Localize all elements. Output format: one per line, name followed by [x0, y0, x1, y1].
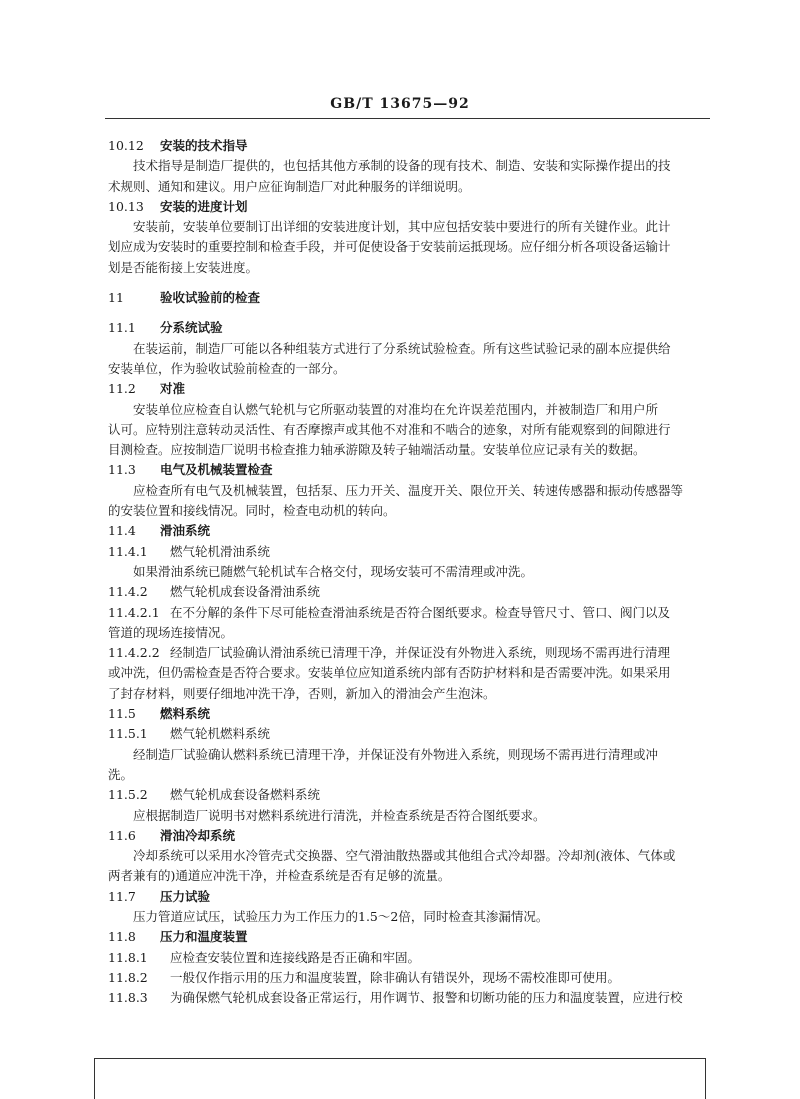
- subsection-number: 11.8.2: [108, 969, 148, 985]
- subsection-line: [108, 724, 708, 744]
- section-number: 11.6: [108, 827, 136, 843]
- section-title: 验收试验前的检查: [160, 290, 261, 306]
- subsection-number: 11.4.2.1: [108, 604, 160, 620]
- subsection-line: [108, 988, 708, 1008]
- subsection-line: [108, 643, 708, 663]
- subsection-text: 应检查安装位置和连接线路是否正确和牢固。: [170, 949, 421, 965]
- paragraph-continuation: 洗。: [108, 766, 134, 782]
- footer-frame: [94, 1058, 706, 1099]
- paragraph-continuation: 认可。应特别注意转动灵活性、有否摩擦声或其他不对准和不啮合的迹象，对所有能观察到的间隙进行: [108, 421, 671, 437]
- paragraph-continuation: 或冲洗，但仍需检查是否符合要求。安装单位应知道系统内部有否防护材料和是否需要冲洗。如果采用: [108, 665, 671, 681]
- subsection-text: 燃气轮机成套设备滑油系统: [170, 584, 321, 600]
- section-title: 对准: [160, 381, 186, 397]
- subsection-line: [108, 603, 708, 623]
- subsection-text: 在不分解的条件下尽可能检查滑油系统是否符合图纸要求。检查导管尺寸、管口、阀门以及: [170, 604, 671, 620]
- paragraph-continuation: 划是否能衔接上安装进度。: [108, 259, 259, 275]
- subsection-line: [108, 948, 708, 968]
- section-number: 11.8: [108, 929, 136, 945]
- paragraph-line: 安装前，安装单位要制订出详细的安装进度计划，其中应包括安装中要进行的所有关键作业。此计: [133, 219, 671, 235]
- section-title: 燃料系统: [160, 706, 211, 722]
- paragraph-continuation: 目测检查。应按制造厂说明书检查推力轴承游隙及转子轴端活动量。安装单位应记录有关的数据。: [108, 442, 646, 458]
- section-title: 压力试验: [160, 888, 211, 904]
- paragraph-continuation: 两者兼有的)通道应冲洗干净，并检查系统是否有足够的流量。: [108, 868, 451, 884]
- section-heading: [108, 704, 708, 724]
- section-heading: [108, 521, 708, 541]
- subsection-number: 11.5.2: [108, 787, 148, 803]
- subsection-text: 燃气轮机成套设备燃料系统: [170, 787, 321, 803]
- section-title: 滑油系统: [160, 523, 211, 539]
- section-heading: [108, 379, 708, 399]
- paragraph-line: 经制造厂试验确认燃料系统已清理干净，并保证没有外物进入系统，则现场不需再进行清理或冲: [133, 746, 659, 762]
- paragraph-line: 冷却系统可以采用水冷管壳式交换器、空气滑油散热器或其他组合式冷却器。冷却剂(液体、气体或: [133, 848, 676, 864]
- subsection-line: [108, 785, 708, 805]
- paragraph-line: 在装运前，制造厂可能以各种组装方式进行了分系统试验检查。所有这些试验记录的副本应提供给: [133, 340, 671, 356]
- paragraph-line: 安装单位应检查自认燃气轮机与它所驱动装置的对准均在允许误差范围内，并被制造厂和用户所: [133, 401, 659, 417]
- section-heading: [108, 826, 708, 846]
- subsection-number: 11.8.1: [108, 949, 148, 965]
- header-rule: [105, 118, 710, 119]
- paragraph-continuation: 安装单位，作为验收试验前检查的一部分。: [108, 360, 346, 376]
- section-number: 11.7: [108, 888, 136, 904]
- subsection-text: 一般仅作指示用的压力和温度装置，除非确认有错误外，现场不需校准即可使用。: [170, 969, 621, 985]
- section-heading: [108, 927, 708, 947]
- section-number: 10.12: [108, 138, 144, 153]
- section-title: 压力和温度装置: [160, 929, 248, 945]
- section-heading: [108, 136, 708, 156]
- section-heading: [108, 197, 708, 217]
- paragraph-continuation: 划应成为安装时的重要控制和检查手段，并可促使设备于安装前运抵现场。应仔细分析各项设备运输计: [108, 239, 671, 255]
- section-heading: [108, 288, 708, 308]
- subsection-number: 11.8.3: [108, 990, 148, 1006]
- paragraph-line: 如果滑油系统已随燃气轮机试车合格交付，现场安装可不需清理或冲洗。: [133, 563, 534, 579]
- section-heading: [108, 887, 708, 907]
- section-title: 安装的技术指导: [160, 138, 248, 153]
- subsection-line: [108, 582, 708, 602]
- subsection-line: [108, 542, 708, 562]
- subsection-number: 11.5.1: [108, 726, 148, 742]
- section-heading: [108, 460, 708, 480]
- subsection-text: 为确保燃气轮机成套设备正常运行，用作调节、报警和切断功能的压力和温度装置，应进行校: [170, 990, 683, 1006]
- paragraph-line: 应检查所有电气及机械装置，包括泵、压力开关、温度开关、限位开关、转速传感器和振动传感器等: [133, 482, 684, 498]
- paragraph-line: 应根据制造厂说明书对燃料系统进行清洗，并检查系统是否符合图纸要求。: [133, 807, 546, 823]
- subsection-line: [108, 968, 708, 988]
- paragraph-continuation: 了封存材料，则要仔细地冲洗干净，否则，新加入的滑油会产生泡沫。: [108, 685, 496, 701]
- section-number: 11.4: [108, 523, 136, 539]
- section-number: 11.3: [108, 462, 136, 478]
- subsection-text: 经制造厂试验确认滑油系统已清理干净，并保证没有外物进入系统，则现场不需再进行清理: [170, 645, 671, 661]
- section-number: 11.1: [108, 320, 136, 336]
- paragraph-continuation: 的安装位置和接线情况。同时，检查电动机的转向。: [108, 503, 396, 519]
- subsection-text: 燃气轮机燃料系统: [170, 726, 271, 742]
- section-gap: [108, 308, 708, 318]
- paragraph-continuation: 术规则、通知和建议。用户应征询制造厂对此种服务的详细说明。: [108, 178, 471, 194]
- standard-code-header: GB/T 13675—92: [330, 96, 470, 112]
- section-heading: [108, 318, 708, 338]
- subsection-number: 11.4.1: [108, 543, 148, 559]
- subsection-number: 11.4.2.2: [108, 645, 160, 661]
- paragraph-continuation: 管道的现场连接情况。: [108, 624, 234, 640]
- subsection-number: 11.4.2: [108, 584, 148, 600]
- section-title: 电气及机械装置检查: [160, 462, 273, 478]
- section-title: 安装的进度计划: [160, 198, 248, 214]
- section-number: 11: [108, 290, 124, 306]
- section-number: 11.5: [108, 706, 136, 722]
- section-title: 分系统试验: [160, 320, 223, 336]
- section-number: 10.13: [108, 198, 144, 214]
- subsection-text: 燃气轮机滑油系统: [170, 543, 271, 559]
- document-body: [108, 136, 708, 1008]
- paragraph-line: 压力管道应试压，试验压力为工作压力的1.5～2倍，同时检查其渗漏情况。: [133, 908, 549, 924]
- section-number: 11.2: [108, 381, 136, 397]
- section-gap: [108, 278, 708, 288]
- section-title: 滑油冷却系统: [160, 827, 236, 843]
- paragraph-line: 技术指导是制造厂提供的，也包括其他方承制的设备的现有技术、制造、安装和实际操作提出的技: [133, 158, 671, 174]
